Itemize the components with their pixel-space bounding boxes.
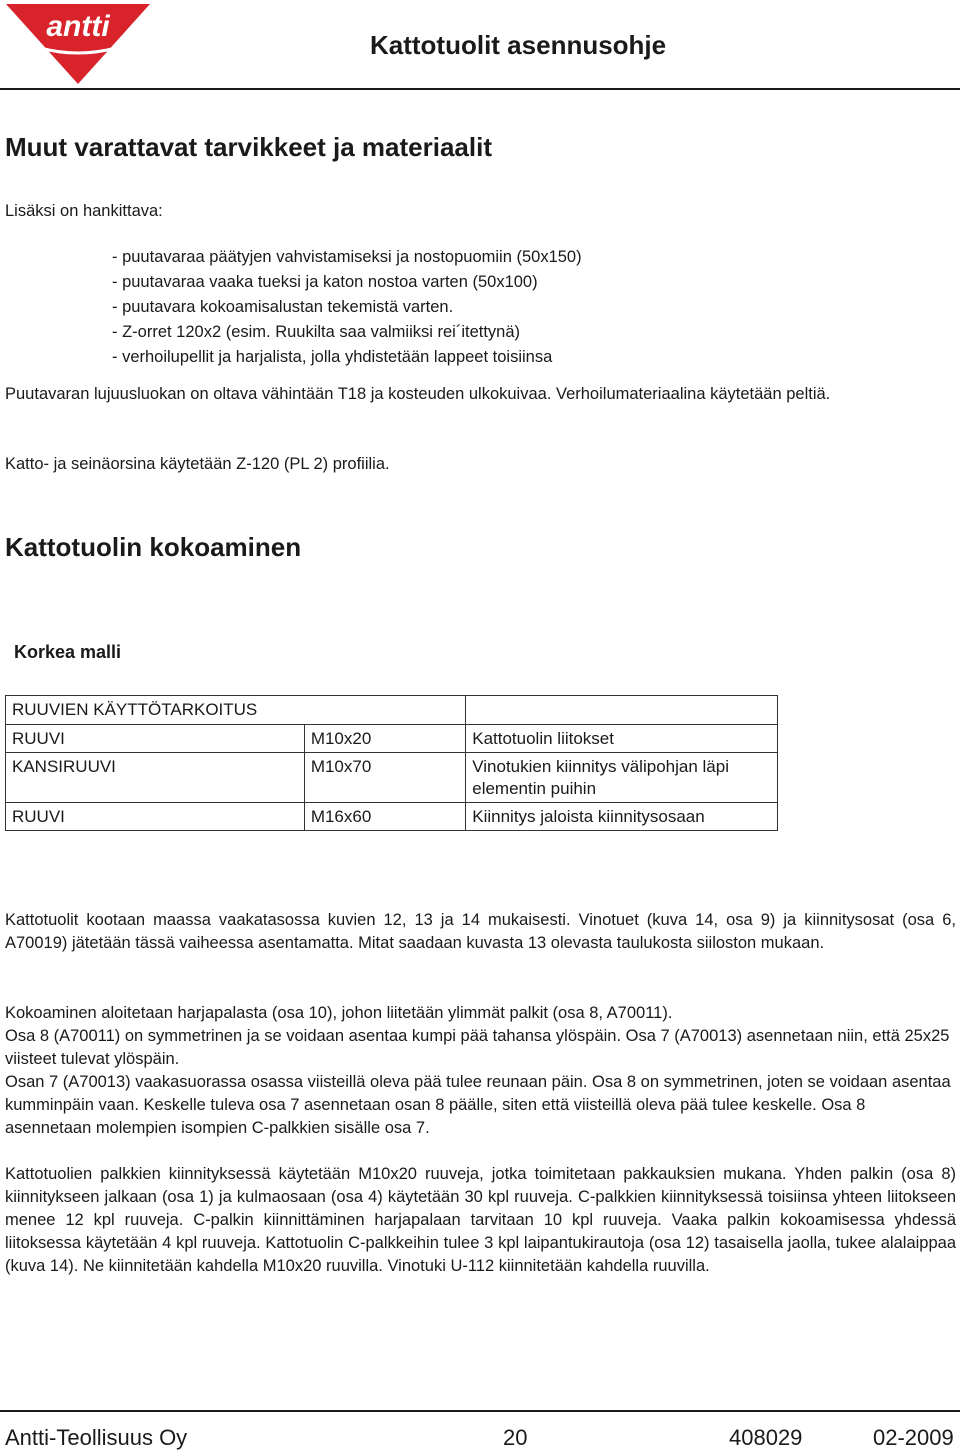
model-subheading: Korkea malli xyxy=(14,642,122,662)
footer-document-number: 408029 xyxy=(729,1425,803,1450)
table-cell: M16x60 xyxy=(304,803,465,831)
table-cell: Vinotukien kiinnitys välipohjan läpi elementin puihin xyxy=(466,753,778,803)
paragraph-screws: Kattotuolien palkkien kiinnityksessä käytetään M10x20 ruuveja, jotka toimitetaan pakkauksien mukana. Yhden palkin (osa 8) kiinnitykseen jalkaan (osa 1) ja kulmaosaan (osa 4) käytetään 30 kpl ruuveja. C-palkkien kiinnityksessä toisiinsa yhteen liitokseen menee 12 kpl ruuveja. C-palkin kiinnittäminen harjapalaan tarvitaan 10 kpl ruuveja. Vaaka palkin kokoamisessa yhdessä liitoksessa käytetään 4 kpl ruuveja. Kattotuolin C-palkkeihin tulee 3 kpl laipantukirautoja (osa 12) tasaisella jaolla, tukee alalaippaa (kuva 14). Ne kiinnitetään kahdella M10x20 ruuvilla. Vinotuki U-112 kiinnitetään kahdella ruuvilla. xyxy=(5,1165,956,1275)
header-divider xyxy=(0,88,960,90)
table-row xyxy=(6,803,778,831)
table-header-cell xyxy=(466,696,778,725)
section-heading-assembly: Kattotuolin kokoaminen xyxy=(5,532,302,562)
paragraph-line: Osa 8 (A70011) on symmetrinen ja se voidaan asentaa kumpi pää tahansa ylöspäin. Osa 7 (A70013) asennetaan niin, että 25x25 viisteet tulevat ylöspäin. xyxy=(5,1027,950,1068)
antti-logo xyxy=(0,0,155,90)
footer-page-number: 20 xyxy=(503,1425,528,1450)
list-item: - Z-orret 120x2 (esim. Ruukilta saa valmiiksi rei´itettynä) xyxy=(112,323,521,341)
table-header-row xyxy=(6,696,778,725)
list-item: - verhoilupellit ja harjalista, jolla yhdistetään lappeet toisiinsa xyxy=(112,348,553,366)
paragraph-assembly-steps xyxy=(5,1002,956,1140)
table-header-cell: RUUVIEN KÄYTTÖTARKOITUS xyxy=(6,696,466,725)
table-cell: Kattotuolin liitokset xyxy=(466,725,778,753)
table-row xyxy=(6,753,778,803)
footer-divider xyxy=(0,1410,960,1412)
paragraph-assembly-ground: Kattotuolit kootaan maassa vaakatasossa kuvien 12, 13 ja 14 mukaisesti. Vinotuet (kuva 14, osa 9) ja kiinnitysosat (osa 6, A70019) jätetään tässä vaiheessa asentamatta. Mitat saadaan kuvasta 13 olevasta taulukosta siiloston mukaan. xyxy=(5,911,956,952)
table-cell: RUUVI xyxy=(6,725,305,753)
table-cell: Kiinnitys jaloista kiinnitysosaan xyxy=(466,803,778,831)
section-heading-materials: Muut varattavat tarvikkeet ja materiaalit xyxy=(5,132,492,162)
table-row xyxy=(6,725,778,753)
screw-table xyxy=(5,695,778,831)
table-cell: RUUVI xyxy=(6,803,305,831)
document-title: Kattotuolit asennusohje xyxy=(370,30,667,60)
logo-text: antti xyxy=(46,10,110,43)
table-cell: M10x70 xyxy=(304,753,465,803)
list-item: - puutavara kokoamisalustan tekemistä varten. xyxy=(112,298,454,316)
table-cell: M10x20 xyxy=(304,725,465,753)
intro-text: Lisäksi on hankittava: xyxy=(5,202,163,220)
materials-list xyxy=(112,245,582,370)
footer-company: Antti-Teollisuus Oy xyxy=(5,1425,188,1450)
paragraph-line: Osan 7 (A70013) vaakasuorassa osassa viisteillä oleva pää tulee reunaan päin. Osa 8 on symmetrinen, joten se voidaan asentaa kumminpäin vaan. Keskelle tuleva osa 7 asennetaan osan 8 päälle, siten että viisteillä oleva pää tulee keskelle. Osa 8 asennetaan molempien isompien C-palkkien sisälle osa 7. xyxy=(5,1073,951,1137)
paragraph-timber-strength: Puutavaran lujuusluokan on oltava vähintään T18 ja kosteuden ulkokuivaa. Verhoilumateriaalina käytetään peltiä. xyxy=(5,385,831,403)
paragraph-line: Kokoaminen aloitetaan harjapalasta (osa 10), johon liitetään ylimmät palkit (osa 8, A70011). xyxy=(5,1004,673,1022)
list-item: - puutavaraa vaaka tueksi ja katon nostoa varten (50x100) xyxy=(112,273,538,291)
paragraph-purlins: Katto- ja seinäorsina käytetään Z-120 (PL 2) profiilia. xyxy=(5,455,390,473)
table-cell: KANSIRUUVI xyxy=(6,753,305,803)
footer-date: 02-2009 xyxy=(873,1425,954,1450)
list-item: - puutavaraa päätyjen vahvistamiseksi ja nostopuomiin (50x150) xyxy=(112,248,582,266)
